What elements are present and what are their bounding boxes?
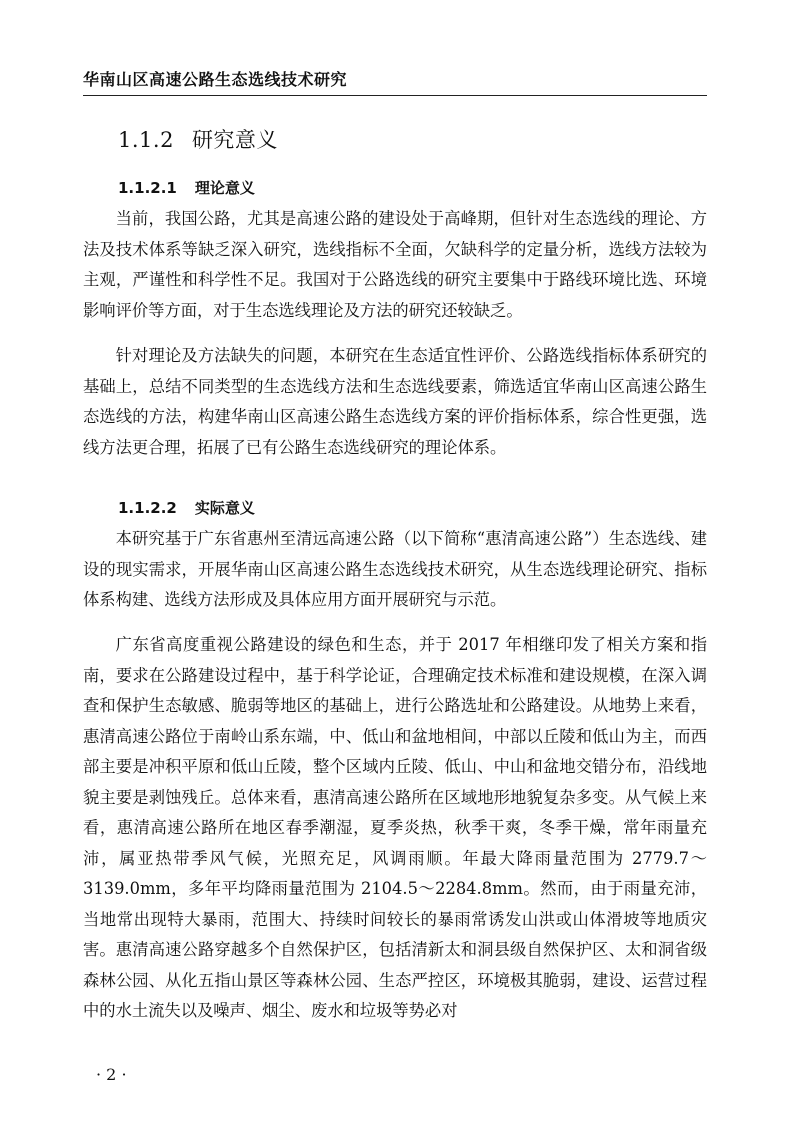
paragraph: 广东省高度重视公路建设的绿色和生态，并于 2017 年相继印发了相关方案和指南，要求在公路建设过程中，基于科学论证，合理确定技术标准和建设规模，在深入调查和保护生态敏感、脆弱等地区的基础上，进行公路选址和公路建设。从地势上来看，惠清高速公路位于南岭山系东端，中、低山和盆地相间，中部以丘陵和低山为主，而西部主要是冲积平原和低山丘陵，整个区域内丘陵、低山、中山和盆地交错分布，沿线地貌主要是剥蚀残丘。总体来看，惠清高速公路所在区域地形地貌复杂多变。从气候上来看，惠清高速公路所在地区春季潮湿，夏季炎热，秋季干爽，冬季干燥，常年雨量充沛，属亚热带季风气候，光照充足，风调雨顺。年最大降雨量范围为 2779.7～3139.0mm，多年平均降雨量范围为 2104.5～2284.8mm。然而，由于雨量充沛，当地常出现特大暴雨，范围大、持续时间较长的暴雨常诱发山洪或山体滑坡等地质灾害。惠清高速公路穿越多个自然保护区，包括清新太和洞县级自然保护区、太和洞省级森林公园、从化五指山景区等森林公园、生态严控区，环境极其脆弱，建设、运营过程中的水土流失以及噪声、烟尘、废水和垃圾等势必对 [83, 635, 707, 1020]
paragraph: 针对理论及方法缺失的问题，本研究在生态适宜性评价、公路选线指标体系研究的基础上，总结不同类型的生态选线方法和生态选线要素，筛选适宜华南山区高速公路生态选线的方法，构建华南山区高速公路生态选线方案的评价指标体系，综合性更强，选线方法更合理，拓展了已有公路生态选线研究的理论体系。 [83, 346, 707, 457]
subsection-heading-theory [118, 177, 255, 198]
section-heading [118, 124, 278, 154]
subsection-number: 1.1.2.1 [118, 179, 177, 197]
paragraph: 当前，我国公路，尤其是高速公路的建设处于高峰期，但针对生态选线的理论、方法及技术体系等缺乏深入研究，选线指标不全面，欠缺科学的定量分析，选线方法较为主观，严谨性和科学性不足。我国对于公路选线的研究主要集中于路线环境比选、环境影响评价等方面，对于生态选线理论及方法的研究还较缺乏。 [83, 209, 707, 320]
page-number: · 2 · [96, 1065, 127, 1084]
paragraph: 本研究基于广东省惠州至清远高速公路（以下简称“惠清高速公路”）生态选线、建设的现实需求，开展华南山区高速公路生态选线技术研究，从生态选线理论研究、指标体系构建、选线方法形成及具体应用方面开展研究与示范。 [83, 529, 707, 609]
section-number: 1.1.2 [118, 128, 174, 152]
running-header: 华南山区高速公路生态选线技术研究 [83, 70, 348, 89]
subsection-title-text: 理论意义 [194, 179, 255, 197]
header-rule [83, 95, 707, 96]
subsection-title-text: 实际意义 [194, 499, 255, 517]
subsection-heading-practice [118, 497, 255, 518]
subsection-number: 1.1.2.2 [118, 499, 177, 517]
section-title-text: 研究意义 [191, 128, 278, 152]
